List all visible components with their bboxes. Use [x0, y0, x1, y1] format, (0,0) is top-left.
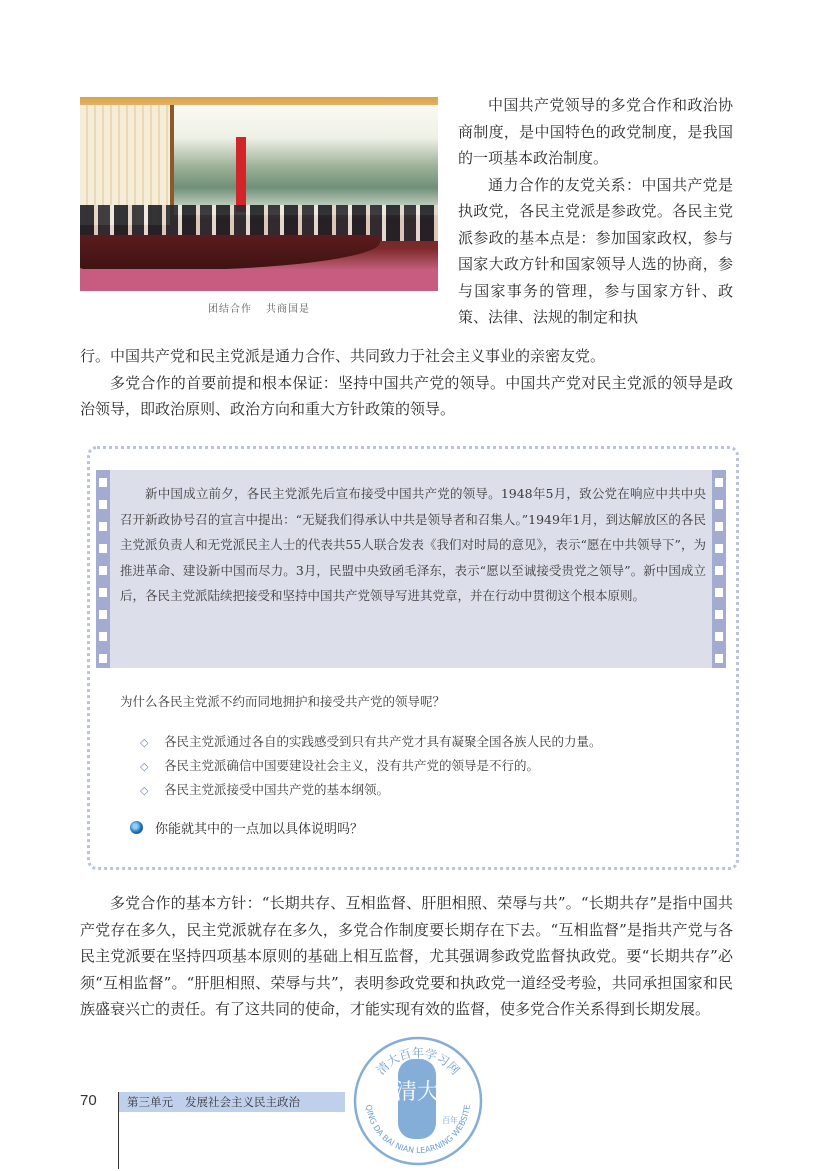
paragraph-system: 中国共产党领导的多党合作和政治协商制度，是中国特色的政党制度，是我国的一项基本政治制度。 [458, 96, 733, 167]
think-prompt [130, 818, 363, 837]
svg-text:清大: 清大 [394, 1080, 440, 1105]
right-column [458, 92, 733, 331]
paragraph-continuation: 行。中国共产党和民主党派是通力合作、共同致力于社会主义事业的亲密友党。 [80, 347, 606, 365]
list-item: ◇ 各民主党派确信中国要建设社会主义，没有共产党的领导是不行的。 [140, 754, 602, 778]
discussion-question: 为什么各民主党派不约而同地拥护和接受共产党的领导呢？ [120, 694, 446, 709]
unit-title: 发展社会主义民主政治 [185, 1095, 300, 1109]
photo-flag [236, 137, 246, 212]
meeting-photo [80, 97, 438, 291]
unit-label: 第三单元 [127, 1095, 173, 1109]
history-text [120, 481, 706, 609]
film-strip-right [712, 470, 726, 668]
body-top [80, 343, 733, 423]
watermark-seal-icon [352, 1035, 484, 1167]
watermark-stamp [352, 1035, 484, 1167]
svg-text:百年: 百年 [442, 1116, 458, 1125]
list-item: ◇ 各民主党派接受中国共产党的基本纲领。 [140, 778, 602, 802]
photo-caption [80, 300, 438, 315]
diamond-icon: ◇ [140, 736, 149, 749]
body-bottom [80, 890, 733, 1023]
diamond-icon: ◇ [140, 760, 149, 773]
photo-carpet [80, 269, 438, 291]
photo-landscape-painting [170, 105, 438, 215]
film-strip-left [96, 470, 110, 668]
svg-text:QING DA BAI NIAN LEARNING WEBS: QING DA BAI NIAN LEARNING WEBSITE [364, 1104, 472, 1156]
reason-list [140, 730, 602, 802]
svg-text:清大百年学习网: 清大百年学习网 [373, 1046, 463, 1078]
paragraph-principles: 多党合作的基本方针：“长期共存、互相监督、肝胆相照、荣辱与共”。“长期共存”是指中国共产党存在多久，民主党派就存在多久，多党合作制度要长期存在下去。“互相监督”是指共产党与各民主党派要在坚持四项基本原则的基础上相互监督，尤其强调参政党监督执政党。要“长期共存”必须“互相监督”。“肝胆相照、荣辱与共”，表明参政党要和执政党一道经受考验，共同承担国家和民族盛衰兴亡的责任。有了这共同的使命，才能实现有效的监督，使多党合作关系得到长期发展。 [80, 894, 733, 1018]
prompt-text: 你能就其中的一点加以具体说明吗？ [155, 822, 364, 837]
caption-part-2: 共商国是 [266, 304, 310, 315]
paragraph-friendly-parties: 通力合作的友党关系：中国共产党是执政党，各民主党派是参政党。各民主党派参政的基本点是：参加国家政权，参与国家大政方针和国家领导人选的协商，参与国家事务的管理，参与国家方针、政策、法律、法规的制定和执 [458, 175, 733, 326]
photo-conference-table [80, 235, 380, 271]
footer-unit-bar [119, 1092, 345, 1112]
paragraph-leadership: 多党合作的首要前提和根本保证：坚持中国共产党的领导。中国共产党对民主党派的领导是政治领导，即政治原则、政治方向和重大方针政策的领导。 [80, 373, 733, 418]
page-number: 70 [80, 1092, 97, 1109]
globe-icon [130, 821, 143, 834]
list-item: ◇ 各民主党派通过各自的实践感受到只有共产党才具有凝聚全国各族人民的力量。 [140, 730, 602, 754]
caption-part-1: 团结合作 [208, 304, 252, 315]
diamond-icon: ◇ [140, 784, 149, 797]
history-paragraph: 新中国成立前夕，各民主党派先后宣布接受中国共产党的领导。1948年5月，致公党在响应中共中央召开新政协号召的宣言中提出：“无疑我们得承认中共是领导者和召集人。”1949年1月，到达解放区的各民主党派负责人和无党派民主人士的代表共55人联合发表《我们对时局的意见》，表示“愿在中共领导下”，为推进革命、建设新中国而尽力。3月，民盟中央致函毛泽东，表示“愿以至诚接受贵党之领导”。新中国成立后，各民主党派陆续把接受和坚持中国共产党领导写进其党章，并在行动中贯彻这个根本原则。 [120, 486, 706, 603]
